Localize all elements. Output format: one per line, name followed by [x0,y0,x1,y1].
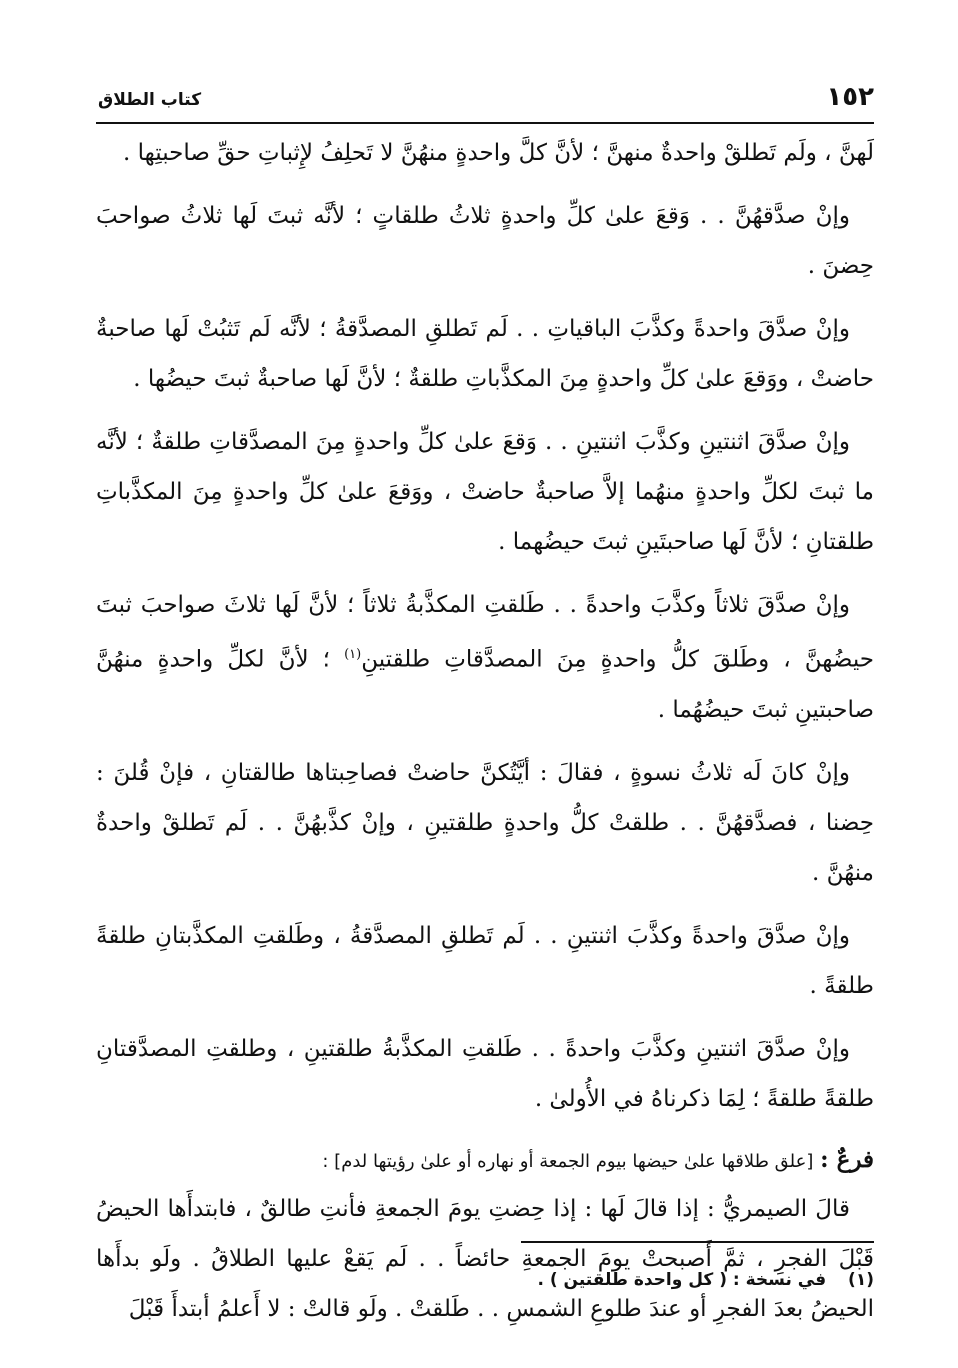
paragraph: وإنْ صدَّقَ اثنتينِ وكذَّبَ اثنتينِ . . وَقعَ علىٰ كلِّ واحدةٍ مِنَ المصدَّقاتِ طلقةٌ ؛ لأنَّه ما ثبتَ لكلِّ واحدةٍ منهُما إلاَّ صاحبةٌ حاضتْ ، ووَقعَ علىٰ كلِّ واحدةٍ مِنَ المكذَّباتِ طلقتانِ ؛ لأنَّ لَها صاحبتَينِ ثبتَ حيضُهما . [96,429,874,555]
footnote-number: (١) [848,1270,874,1290]
footnote-text: في نسخة : ( كل واحدة طلقتين ) . [537,1270,827,1290]
page-header [96,82,874,122]
section-heading [96,1138,874,1184]
section-label: فرعٌ : [820,1145,874,1173]
footnote [537,1270,874,1290]
paragraph: وإنْ صدَّقَ اثنتينِ وكذَّبَ واحدةً . . طَلقتِ المكذَّبةُ طلقتينِ ، وطلقتِ المصدَّقتانِ طلقةً طلقةً ؛ لِمَا ذكرناهُ في الأُولىٰ . [96,1035,874,1112]
paragraph: وإنْ كانَ لَه ثلاثُ نسوةٍ ، فقالَ : أيَّتُكنَّ حاضتْ فصاحِبتاها طالقتانِ ، فإنْ قُلنَ : حِضنا ، فصدَّقهُنَّ . . طلقتْ كلُّ واحدةٍ طلقتينِ ، وإنْ كذَّبهُنَّ . . لَم تَطلقْ واحدةٌ منهُنَّ . [96,759,874,886]
paragraph: وإنْ صدَّقَ واحدةً وكذَّبَ اثنتينِ . . لَم تَطلقِ المصدَّقةُ ، وطَلقتِ المكذَّبتانِ طلقةً طلقةً . [96,922,874,999]
paragraph-text-continued: ؛ لأنَّ لكلِّ واحدةٍ منهُنَّ صاحبتينِ ثبتَ حيضُهُما . [96,646,874,723]
paragraph-with-footnote [96,580,874,735]
paragraph-text: وإنْ صدَّقَ ثلاثاً وكذَّبَ واحدةً . . طَلقتِ المكذَّبةُ ثلاثاً ؛ لأنَّ لَها ثلاثَ صواحبَ ثبتَ حيضُهنَّ ، وطَلقَ كلُّ واحدةٍ مِنَ المصدَّقاتِ طلقتينِ [96,592,874,673]
header-divider [96,122,874,124]
paragraph: وإنْ صدَّقهُنَّ . . وَقعَ علىٰ كلِّ واحدةٍ ثلاثُ طلقاتٍ ؛ لأنَّه ثبتَ لَها ثلاثُ صواحبَ حِضنَ . [96,203,874,279]
page-number: ١٥٢ [826,82,874,112]
paragraph: لَهنَّ ، ولَم تَطلقْ واحدةٌ منهنَّ ؛ لأنَّ كلَّ واحدةٍ منهُنَّ لا تَحلِفُ لإِثباتِ حقِّ صاحبتِها . [123,140,874,166]
paragraph: قالَ الصيمريُّ : إذا قالَ لَها : إذا حِضتِ يومَ الجمعةِ فأنتِ طالقٌ ، فابتدأَها الحيضُ قَبْلَ الفجرِ ، ثمَّ أَصبحتْ يومَ الجمعةِ حائضاً . . لَم يَقعْ عليها الطلاقُ . ولَو بدأَها الحيضُ بعدَ الفجرِ أو عندَ طلوعِ الشمسِ . . طَلقتْ . ولَو قالتْ : لا أَعلمُ أبتدأَ قَبْلَ [96,1195,874,1322]
page-body [96,128,874,1347]
footnote-reference[interactable]: (١) [344,647,362,662]
book-page [96,0,874,1368]
section-title: [علق طلاقها علىٰ حيضها بيوم الجمعة أو نهاره أو علىٰ رؤيتها لدم] : [322,1150,814,1172]
running-title: كتاب الطلاق [98,90,202,110]
footnote-divider [521,1241,874,1243]
paragraph: وإنْ صدَّقَ واحدةً وكذَّبَ الباقياتِ . . لَم تَطلقِ المصدَّقةُ ؛ لأنَّه لَم تَثبُتْ لَها صاحبةٌ حاضتْ ، ووَقعَ علىٰ كلِّ واحدةٍ مِنَ المكذَّباتِ طلقةٌ ؛ لأنَّ لَها صاحبةٌ ثبتَ حيضُها . [96,316,874,392]
